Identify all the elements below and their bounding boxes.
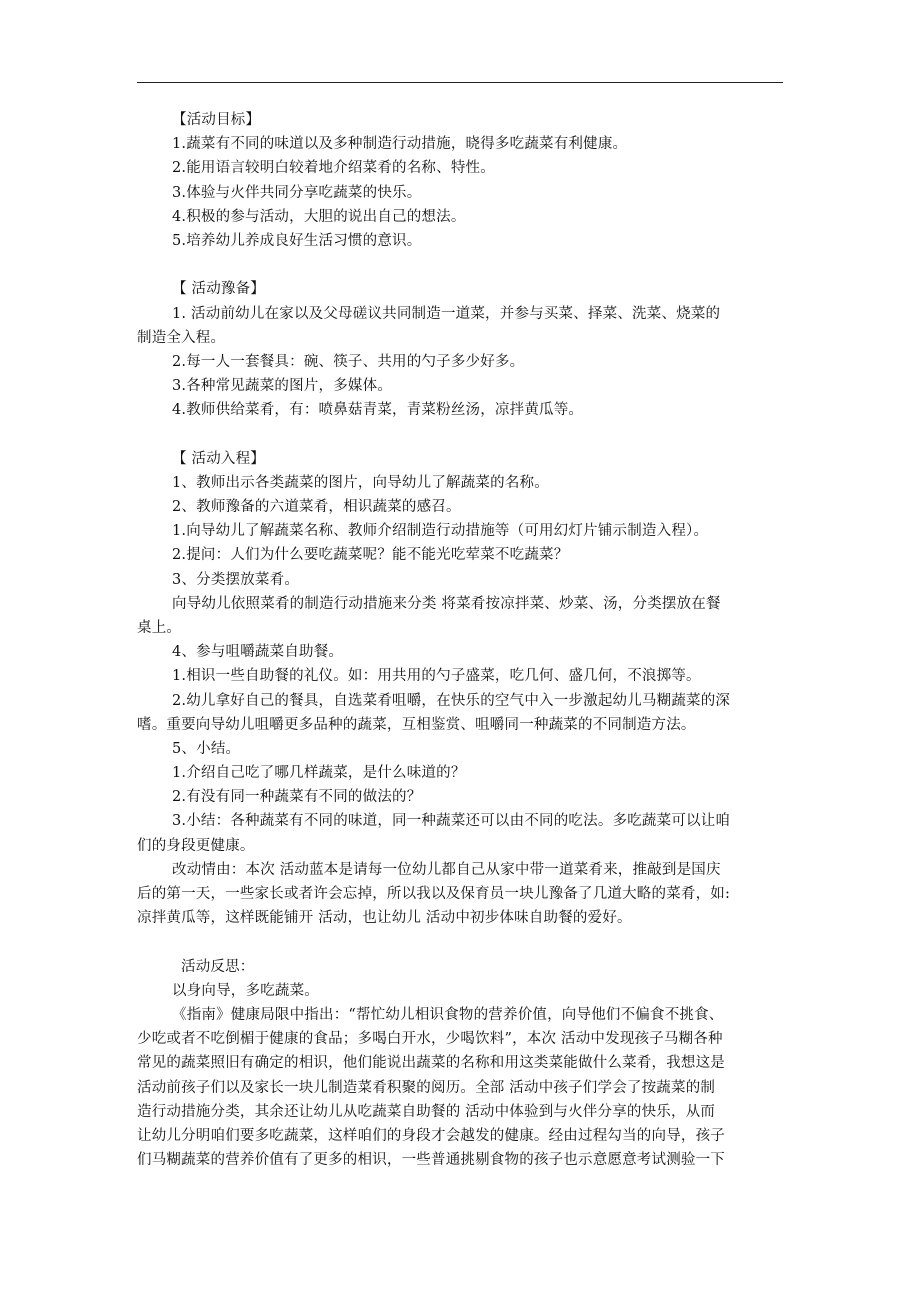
goals-item: 2.能用语言较明白较着地介绍菜肴的名称、特性。 [172, 160, 495, 177]
process-item: 向导幼儿依照菜肴的制造行动措施来分类 将菜肴按凉拌菜、炒菜、汤，分类摆放在餐 [172, 595, 721, 612]
process-item: 2.有没有同一种蔬菜有不同的做法的？ [172, 789, 422, 806]
goals-item: 4.积极的参与活动，大胆的说出自己的想法。 [172, 208, 466, 225]
reflection-item-continued: 常见的蔬菜照旧有确定的相识，他们能说出蔬菜的名称和用这类菜能做什么菜肴，我想这是 [137, 1055, 725, 1072]
process-heading: 【 活动入程】 [172, 450, 266, 467]
reflection-item-continued: 活动前孩子们以及家长一块儿制造菜肴积聚的阅历。全部 活动中孩子们学会了按蔬菜的制 [137, 1079, 716, 1096]
reflection-item: 《指南》健康局限中指出：“帮忙幼儿相识食物的营养价值，向导他们不偏食不挑食、 [172, 1006, 724, 1023]
process-item: 1.相识一些自助餐的礼仪。如：用共用的勺子盛菜，吃几何、盛几何，不浪掷等。 [172, 668, 701, 685]
process-item: 1.向导幼儿了解蔬菜名称、教师介绍制造行动措施等（可用幻灯片铺示制造入程）。 [172, 523, 709, 540]
reflection-item-continued: 们马糊蔬菜的营养价值有了更多的相识，一些普通挑剔食物的孩子也示意愿意考试测验一下 [137, 1152, 725, 1169]
reflection-item-continued: 少吃或者不吃倒楣于健康的食品；多喝白开水，少喝饮料”，本次 活动中发现孩子马糊各种 [137, 1031, 723, 1048]
section-gap [137, 422, 783, 446]
process-item: 5、小结。 [172, 740, 241, 757]
goals-item: 5.培养幼儿养成良好生活习惯的意识。 [172, 232, 422, 249]
process-item: 1、教师出示各类蔬菜的图片，向导幼儿了解蔬菜的名称。 [172, 474, 549, 491]
prep-item-continued: 制造全入程。 [137, 329, 226, 346]
process-item: 1.介绍自己吃了哪几样蔬菜，是什么味道的？ [172, 765, 466, 782]
goals-heading: 【活动目标】 [172, 112, 261, 128]
process-item-continued: 嗜。重要向导幼儿咀嚼更多品种的蔬菜，互相鉴赏、咀嚼同一种蔬菜的不同制造方法。 [137, 716, 696, 733]
process-item-continued: 桌上。 [137, 619, 182, 636]
document-body [137, 108, 783, 1172]
process-item-continued: 们的身段更健康。 [137, 837, 255, 854]
prep-item: 1. 活动前幼儿在家以及父母磋议共同制造一道菜，并参与买菜、择菜、洗菜、烧菜的 [172, 305, 721, 322]
reflection-heading: 活动反思： [181, 958, 255, 975]
process-item: 4、参与咀嚼蔬菜自助餐。 [172, 644, 344, 661]
prep-heading: 【 活动豫备】 [172, 281, 266, 298]
process-item: 2.幼儿拿好自己的餐具，自选菜肴咀嚼，在快乐的空气中入一步激起幼儿马糊蔬菜的深 [172, 692, 731, 709]
process-item: 2.提问：人们为什么要吃蔬菜呢？能不能光吃荤菜不吃蔬菜？ [172, 547, 569, 564]
process-item: 2、教师豫备的六道菜肴，相识蔬菜的感召。 [172, 499, 461, 515]
process-item: 3.小结：各种蔬菜有不同的味道，同一种蔬菜还可以由不同的吃法。多吃蔬菜可以让咱 [172, 813, 731, 830]
header-rule [137, 82, 783, 83]
goals-item: 3.体验与火伴共同分享吃蔬菜的快乐。 [172, 184, 422, 201]
reflection-item-continued: 造行动措施分类，其余还让幼儿从吃蔬菜自助餐的 活动中体验到与火伴分享的快乐，从而 [137, 1103, 716, 1120]
process-item: 3、分类摆放菜肴。 [172, 571, 300, 588]
goals-item: 1.蔬菜有不同的味道以及多种制造行动措施，晓得多吃蔬菜有利健康。 [172, 136, 628, 153]
section-gap [137, 253, 783, 277]
reflection-item: 以身向导，多吃蔬菜。 [172, 982, 319, 999]
process-note: 改动情由：本次 活动蓝本是请每一位幼儿都自己从家中带一道菜肴来，推敲到是国庆 [172, 861, 721, 878]
prep-item: 2.每一人一套餐具：碗、筷子、共用的勺子多少好多。 [172, 353, 525, 370]
reflection-item-continued: 让幼儿分明咱们要多吃蔬菜，这样咱们的身段才会越发的健康。经由过程勾当的向导，孩子 [137, 1127, 725, 1144]
process-note-continued: 凉拌黄瓜等，这样既能铺开 活动，也让幼儿 活动中初步体味自助餐的爱好。 [137, 910, 632, 927]
prep-item: 3.各种常见蔬菜的图片，多媒体。 [172, 378, 393, 395]
process-note-continued: 后的第一天，一些家长或者许会忘掉，所以我以及保育员一块儿豫备了几道大略的菜肴，如: [137, 886, 731, 902]
section-gap [137, 930, 783, 954]
prep-item: 4.教师供给菜肴，有：喷鼻菇青菜，青菜粉丝汤，凉拌黄瓜等。 [172, 402, 584, 419]
